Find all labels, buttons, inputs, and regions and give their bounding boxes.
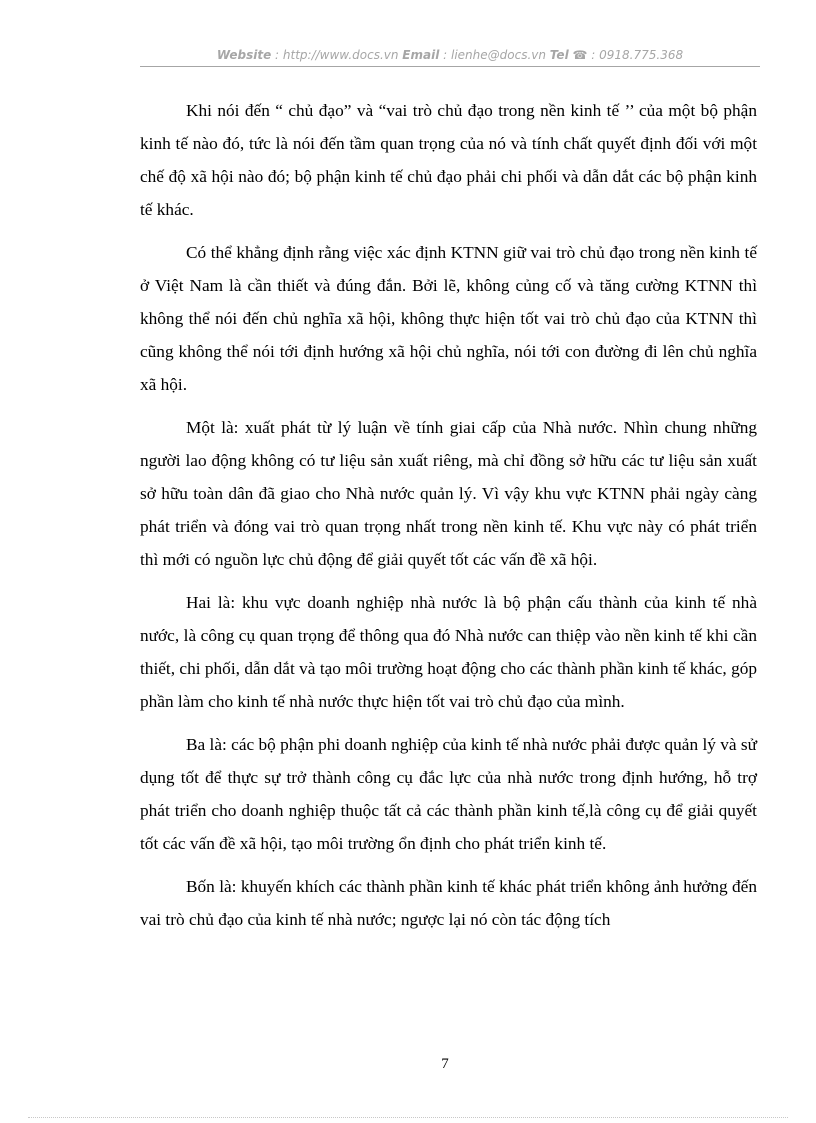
header-website-value: : http://www.docs.vn	[271, 48, 403, 62]
header-website-label: Website	[216, 48, 272, 62]
paragraph: Ba là: các bộ phận phi doanh nghiệp của kinh tế nhà nước phải được quản lý và sử dụng tốt để thực sự trở thành công cụ đắc lực của nhà nước trong định hướng, hỗ trợ phát triển cho doanh nghiệp thuộc tất cả các thành phần kinh tế,là công cụ để giải quyết tốt các vấn đề xã hội, tạo môi trường ổn định cho phát triển kinh tế.	[140, 735, 757, 853]
paragraph: Một là: xuất phát từ lý luận về tính giai cấp của Nhà nước. Nhìn chung những người lao động không có tư liệu sản xuất riêng, mà chỉ đồng sở hữu các tư liệu sản xuất sở hữu toàn dân đã giao cho Nhà nước quản lý. Vì vậy khu vực KTNN phải ngày càng phát triển và đóng vai trò quan trọng nhất trong nền kinh tế. Khu vực này có phát triển thì mới có nguồn lực chủ động để giải quyết tốt các vấn đề xã hội.	[140, 418, 757, 569]
body-text	[140, 94, 757, 946]
header-divider	[140, 66, 760, 67]
header-email-value: : lienhe@docs.vn	[439, 48, 550, 62]
bottom-divider	[28, 1117, 788, 1118]
header-email-label: Email	[402, 48, 440, 62]
paragraph: Hai là: khu vực doanh nghiệp nhà nước là bộ phận cấu thành của kinh tế nhà nước, là công cụ quan trọng để thông qua đó Nhà nước can thiệp vào nền kinh tế khi cần thiết, chi phối, dẫn dắt và tạo môi trường hoạt động cho các thành phần kinh tế khác, góp phần làm cho kinh tế nhà nước thực hiện tốt vai trò chủ đạo của mình.	[140, 593, 757, 711]
header-tel-value: ☎ : 0918.775.368	[568, 48, 684, 62]
page-number: 7	[441, 1056, 449, 1072]
paragraph: Khi nói đến “ chủ đạo” và “vai trò chủ đạo trong nền kinh tế ’’ của một bộ phận kinh tế nào đó, tức là nói đến tầm quan trọng của nó và tính chất quyết định đối với một chế độ xã hội nào đó; bộ phận kinh tế chủ đạo phải chi phối và dẫn dắt các bộ phận kinh tế khác.	[140, 101, 757, 219]
paragraph: Bốn là: khuyến khích các thành phần kinh tế khác phát triển không ảnh hưởng đến vai trò chủ đạo của kinh tế nhà nước; ngược lại nó còn tác động tích	[140, 877, 757, 929]
header-tel-label: Tel	[549, 48, 569, 62]
paragraph: Có thể khẳng định rằng việc xác định KTNN giữ vai trò chủ đạo trong nền kinh tế ở Việt Nam là cần thiết và đúng đắn. Bởi lẽ, không củng cố và tăng cường KTNN thì không thể nói đến chủ nghĩa xã hội, không thực hiện tốt vai trò chủ đạo của KTNN thì cũng không thể nói tới định hướng xã hội chủ nghĩa, nói tới con đường đi lên chủ nghĩa xã hội.	[140, 243, 757, 394]
page-header	[140, 48, 760, 62]
